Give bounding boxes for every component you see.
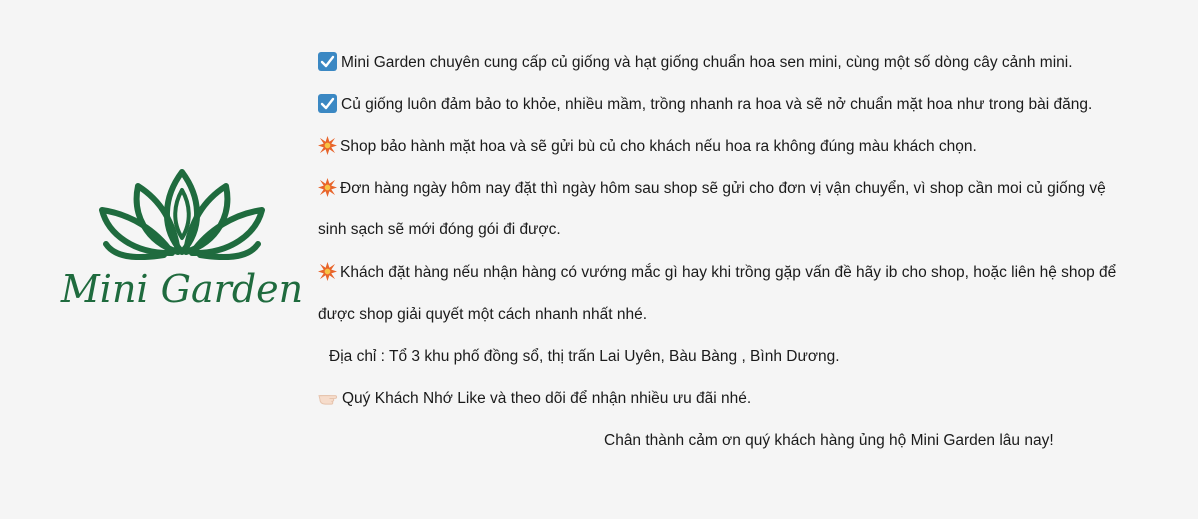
info-line-1 [318, 52, 1073, 73]
like-line [318, 388, 751, 409]
address-line [329, 346, 840, 367]
info-text: Khách đặt hàng nếu nhận hàng có vướng mắc gì hay khi trồng gặp vấn đề hãy ib cho shop, hoặc liên hệ shop để [340, 264, 1117, 281]
check-box-icon [318, 52, 337, 71]
anger-burst-icon [318, 136, 337, 155]
brand-logo [60, 160, 305, 320]
info-line-4-cont [318, 219, 561, 240]
info-text: Mini Garden chuyên cung cấp củ giống và hạt giống chuẩn hoa sen mini, cùng một số dòng cây cảnh mini. [341, 54, 1073, 71]
info-line-5 [318, 262, 1116, 283]
thanks-text: Chân thành cảm ơn quý khách hàng ủng hộ Mini Garden lâu nay! [604, 432, 1054, 449]
anger-burst-icon [318, 262, 337, 281]
brand-name: Mini Garden [60, 267, 304, 311]
info-line-5-cont [318, 304, 647, 325]
like-text: Quý Khách Nhớ Like và theo dõi để nhận nhiều ưu đãi nhé. [342, 390, 752, 407]
info-text: Shop bảo hành mặt hoa và sẽ gửi bù củ cho khách nếu hoa ra không đúng màu khách chọn. [340, 138, 977, 155]
info-text: Củ giống luôn đảm bảo to khỏe, nhiều mầm, trồng nhanh ra hoa và sẽ nở chuẩn mặt hoa như trong bài đăng. [341, 96, 1093, 113]
address-text: Địa chỉ : Tổ 3 khu phố đồng sổ, thị trấn Lai Uyên, Bàu Bàng , Bình Dương. [329, 348, 840, 365]
info-line-2 [318, 94, 1092, 115]
check-box-icon [318, 94, 337, 113]
info-text: sinh sạch sẽ mới đóng gói đi được. [318, 221, 561, 238]
anger-burst-icon [318, 178, 337, 197]
thanks-line [604, 430, 1054, 451]
info-line-4 [318, 178, 1106, 199]
info-text: Đơn hàng ngày hôm nay đặt thì ngày hôm sau shop sẽ gửi cho đơn vị vận chuyển, vì shop cần moi củ giống vệ [340, 180, 1106, 197]
info-text: được shop giải quyết một cách nhanh nhất nhé. [318, 306, 648, 323]
lotus-icon [60, 160, 305, 260]
info-line-3 [318, 136, 977, 157]
pointing-hand-icon [318, 388, 339, 407]
